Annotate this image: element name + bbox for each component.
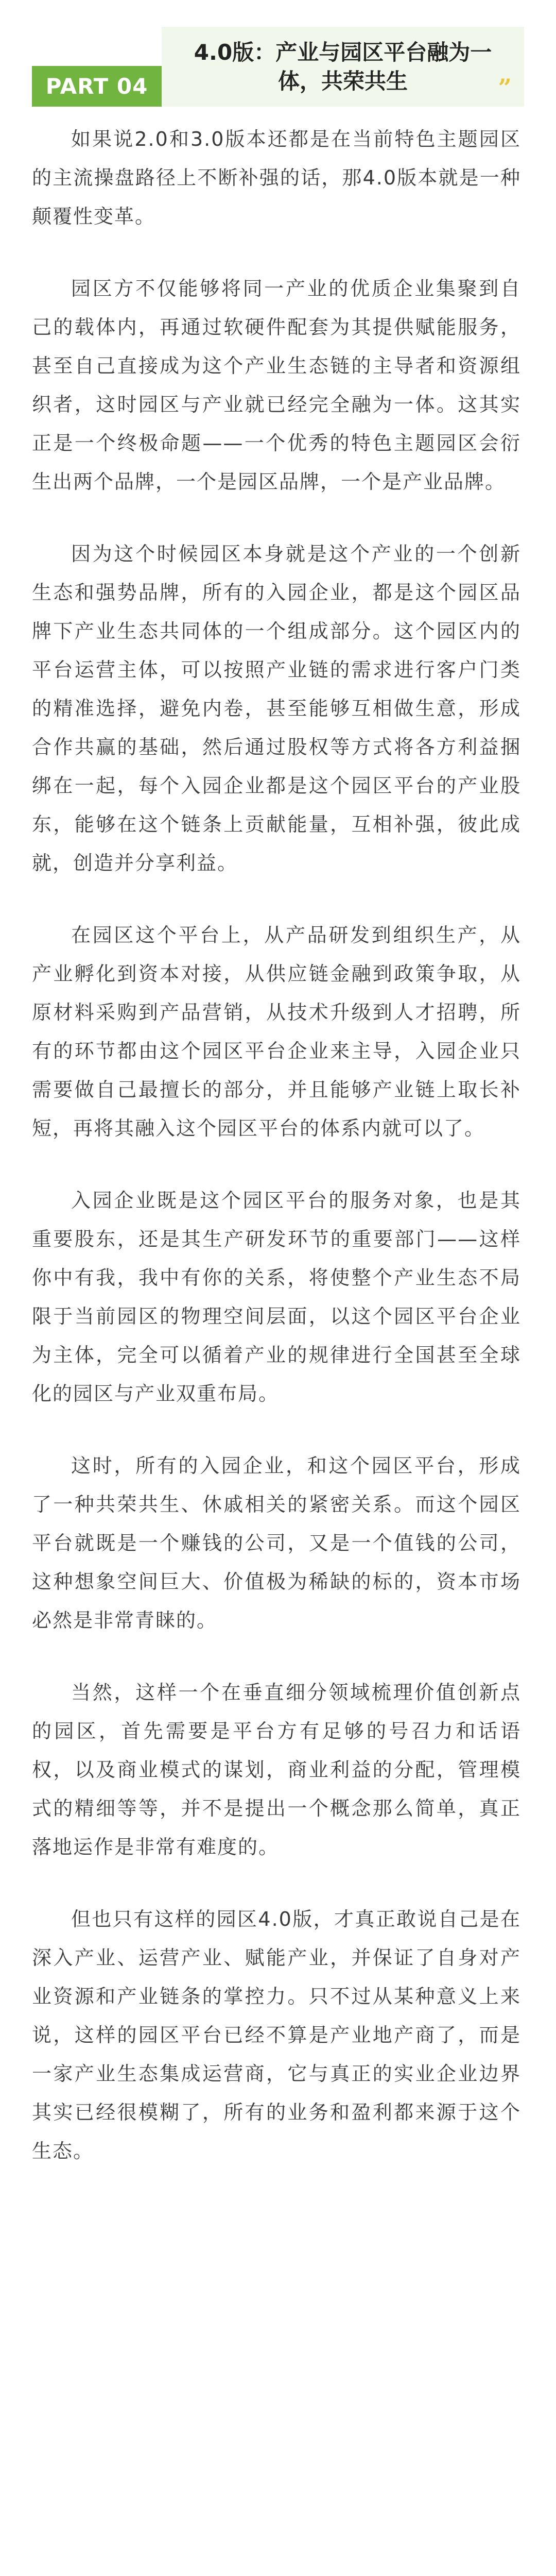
header-title-box [162,27,524,107]
paragraph: 当然，这样一个在垂直细分领域梳理价值创新点的园区，首先需要是平台方有足够的号召力和话语权，以及商业模式的谋划，商业利益的分配，管理模式的精细等等，并不是提出一个概念那么简单，真正落地运作是非常有难度的。 [32,1681,521,1858]
article-body [32,120,521,2204]
section-title-line-2: 体，共荣共生 [277,69,408,94]
paragraph: 入园企业既是这个园区平台的服务对象，也是其重要股东，还是其生产研发环节的重要部门——这样你中有我，我中有你的关系，将使整个产业生态不局限于当前园区的物理空间层面，以这个园区平台企业为主体，完全可以循着产业的规律进行全国甚至全球化的园区与产业双重布局。 [32,1189,521,1405]
section-title-line-1: 4.0版：产业与园区平台融为一 [194,40,492,65]
part-badge-label: PART 04 [45,74,148,99]
quote-mark-icon: ” [498,74,512,101]
part-badge [32,66,162,107]
paragraph: 如果说2.0和3.0版本还都是在当前特色主题园区的主流操盘路径上不断补强的话，那4.0版本就是一种颠覆性变革。 [32,128,521,228]
section-header [32,27,524,107]
paragraph: 在园区这个平台上，从产品研发到组织生产，从产业孵化到资本对接，从供应链金融到政策争取，从原材料采购到产品营销，从技术升级到人才招聘，所有的环节都由这个园区平台企业来主导，入园企业只需要做自己最擅长的部分，并且能够产业链上取长补短，再将其融入这个园区平台的体系内就可以了。 [32,924,521,1140]
paragraph: 园区方不仅能够将同一产业的优质企业集聚到自己的载体内，再通过软硬件配套为其提供赋能服务，甚至自己直接成为这个产业生态链的主导者和资源组织者，这时园区与产业就已经完全融为一体。这其实正是一个终极命题——一个优秀的特色主题园区会衍生出两个品牌，一个是园区品牌，一个是产业品牌。 [32,277,521,493]
paragraph: 因为这个时候园区本身就是这个产业的一个创新生态和强势品牌，所有的入园企业，都是这个园区品牌下产业生态共同体的一个组成部分。这个园区内的平台运营主体，可以按照产业链的需求进行客户门类的精准选择，避免内卷，甚至能够互相做生意，形成合作共赢的基础，然后通过股权等方式将各方利益捆绑在一起，每个入园企业都是这个园区平台的产业股东，能够在这个链条上贡献能量，互相补强，彼此成就，创造并分享利益。 [32,543,521,874]
paragraph: 这时，所有的入园企业，和这个园区平台，形成了一种共荣共生、休戚相关的紧密关系。而这个园区平台就既是一个赚钱的公司，又是一个值钱的公司，这种想象空间巨大、价值极为稀缺的标的，资本市场必然是非常青睐的。 [32,1454,521,1632]
section-title [162,38,524,101]
paragraph: 但也只有这样的园区4.0版，才真正敢说自己是在深入产业、运营产业、赋能产业，并保证了自身对产业资源和产业链条的掌控力。只不过从某种意义上来说，这样的园区平台已经不算是产业地产商了，而是一家产业生态集成运营商，它与真正的实业企业边界其实已经很模糊了，所有的业务和盈利都来源于这个生态。 [32,1908,521,2162]
